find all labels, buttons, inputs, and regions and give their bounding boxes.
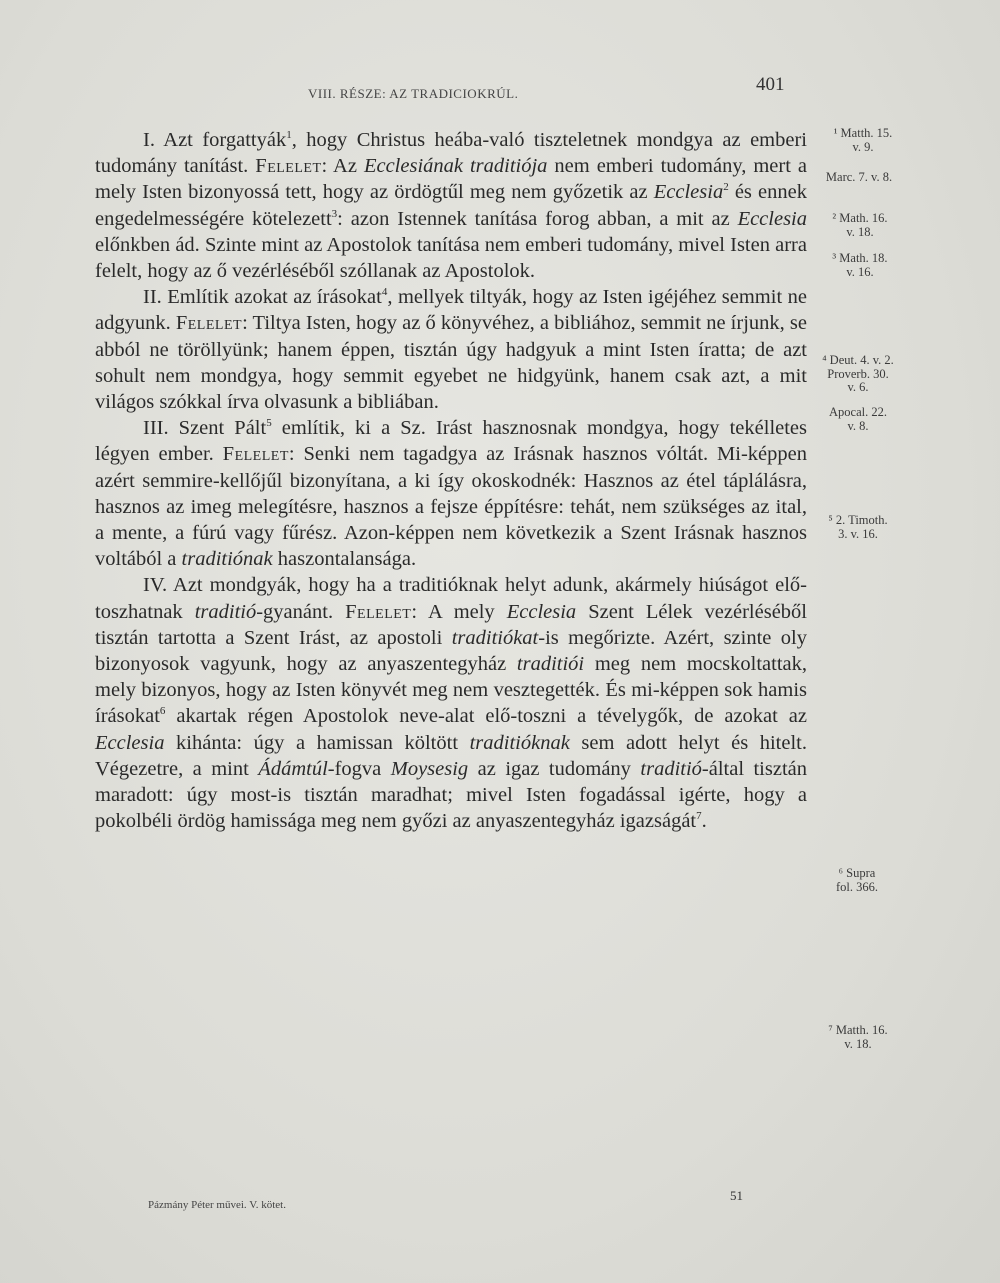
running-title: VIII. RÉSZE: AZ TRADICIOKRÚL. bbox=[308, 86, 519, 101]
paragraph-IV bbox=[95, 572, 807, 834]
text-run: : azon Istennek tanítása forog abban, a mit az bbox=[337, 207, 738, 230]
signature-mark: 51 bbox=[730, 1188, 743, 1203]
margin-note-line: v. 18. bbox=[846, 224, 874, 239]
text-run: említik, ki a Sz. Irást hasznosnak mondgya, hogy tekélletes légyen ember. bbox=[95, 417, 808, 466]
text-run: -is megőrizte. Azért, szinte oly bizonyosok vagyunk, hogy az anyaszentegyház bbox=[95, 626, 807, 676]
text-run: II. Említik azokat az írásokat bbox=[143, 286, 382, 309]
italic-term: Ecclesia bbox=[737, 207, 808, 230]
text-run: . bbox=[701, 810, 707, 833]
felelet-label: Felelet bbox=[345, 600, 412, 623]
italic-term: Ádámtúl bbox=[258, 757, 328, 780]
text-run: sem adott helyt és hitelt. Végezetre, a mint bbox=[95, 731, 807, 780]
margin-note-line: ⁵ 2. Timoth. bbox=[828, 513, 888, 527]
margin-note-line: ⁴ Deut. 4. v. 2. bbox=[822, 353, 894, 367]
main-text bbox=[95, 127, 807, 834]
italic-term: Ecclesia bbox=[95, 731, 165, 754]
text-run: : Senki nem tagadgya az Irásnak hasznos vóltát. Mi-képpen azért semmire-kellőjűl bizonyítana, a ki így okoskodnék: Hasznos az étel táplálásra, hasznos az imeg melegítésre, hasznos a fejsze éppítésre: tehát, nem szükséges az ital, a mente, a fúrú vagy fűrész. Azon-képpen nem következik a Szent Irásnak hasznos voltából a bbox=[95, 443, 807, 571]
margin-note-line: ⁶ Supra bbox=[838, 866, 876, 880]
margin-note-line: v. 6. bbox=[847, 380, 869, 394]
margin-note-2 bbox=[810, 212, 910, 239]
margin-note-6 bbox=[812, 867, 902, 894]
italic-term: traditiónak bbox=[181, 548, 273, 571]
text-run: és ennek engedelmességére kötelezett bbox=[95, 181, 807, 230]
footnote-marker: 5 bbox=[266, 417, 272, 430]
margin-note-line: Marc. 7. v. 8. bbox=[825, 170, 893, 184]
text-run: -által tisztán maradott: úgy most-is tisztán maradhat; mivel Isten fogadással igérte, hogy a pokolbéli ördög hamissága meg nem győzi az anyaszentegyház igazságát bbox=[95, 757, 807, 833]
margin-note-line: v. 18. bbox=[844, 1036, 872, 1051]
paragraph-III bbox=[95, 415, 807, 572]
felelet-label: Felelet bbox=[255, 155, 322, 178]
text-run: , mellyek tiltyák, hogy az Isten igéjéhez semmit ne adgyunk. bbox=[95, 286, 807, 335]
text-run: IV. Azt mondgyák, hogy ha a traditióknak helyt adunk, akármely hiúságot elő-toszhatnak bbox=[95, 574, 807, 623]
italic-term: traditióknak bbox=[469, 731, 570, 754]
italic-term: traditiókat bbox=[451, 626, 539, 649]
text-run: kihánta: úgy a hamissan költött bbox=[164, 731, 470, 754]
margin-note-1b bbox=[804, 171, 914, 185]
margin-note-1 bbox=[818, 127, 908, 154]
italic-term: Ecclesiának traditiója bbox=[363, 155, 548, 178]
footnote-marker: 3 bbox=[331, 207, 338, 220]
italic-term: traditió bbox=[194, 600, 257, 623]
margin-note-line: ³ Math. 18. bbox=[832, 251, 888, 265]
margin-note-line: fol. 366. bbox=[835, 879, 878, 894]
text-run: előnkben ád. Szinte mint az Apostolok tanítása nem emberi tudomány, mivel Isten arra felelt, hogy az ő vezérléséből szóllanak az Apostolok. bbox=[95, 233, 807, 283]
felelet-label: Felelet bbox=[222, 443, 289, 466]
text-run: nem emberi tudomány, mert a mely Isten bizonyossá tett, hogy az ördögtűl meg nem győzetik az bbox=[95, 155, 808, 204]
text-run: : Az bbox=[321, 155, 364, 178]
text-run: az igaz tudomány bbox=[468, 757, 641, 780]
text-run: akartak régen Apostolok neve-alat elő-toszni a tévelygők, de azokat az bbox=[165, 705, 807, 728]
italic-term: Moysesig bbox=[390, 757, 469, 780]
margin-note-line: v. 8. bbox=[847, 418, 869, 433]
margin-note-line: ⁷ Matth. 16. bbox=[828, 1023, 888, 1037]
margin-note-3 bbox=[810, 252, 910, 279]
text-run: -fogva bbox=[327, 757, 391, 780]
footnote-marker: 1 bbox=[286, 129, 292, 141]
text-run: I. Azt forgattyák bbox=[143, 129, 287, 151]
text-run: III. Szent Pált bbox=[143, 417, 267, 440]
italic-term: traditió bbox=[640, 757, 702, 780]
text-run: : Tiltya Isten, hogy az ő könyvéhez, a bibliához, semmit ne írjunk, se abból ne töröllyünk; hanem éppen, tisztán úgy hadgyuk a mint Isten íratta; de azt sohult nem mondgya, hogy semmit egyebet ne hidgyünk, hanem csak azt, a mit világos szókkal írva olvasunk a bibliában. bbox=[95, 312, 807, 414]
margin-note-4 bbox=[806, 354, 910, 395]
margin-note-line: 3. v. 16. bbox=[838, 526, 878, 541]
footnote-marker: 4 bbox=[381, 286, 388, 299]
italic-term: Ecclesia bbox=[653, 181, 724, 204]
italic-term: traditiói bbox=[516, 653, 585, 676]
footnote-marker: 2 bbox=[723, 181, 729, 194]
margin-note-line: Apocal. 22. bbox=[829, 405, 887, 419]
margin-note-line: ¹ Matth. 15. bbox=[833, 126, 893, 140]
text-run: haszontalansága. bbox=[272, 548, 417, 571]
margin-note-7 bbox=[806, 1024, 910, 1051]
margin-note-line: Proverb. 30. bbox=[827, 366, 889, 381]
page-number: 401 bbox=[756, 74, 785, 95]
margin-note-5 bbox=[808, 514, 908, 541]
felelet-label: Felelet bbox=[175, 312, 243, 335]
margin-note-line: v. 9. bbox=[852, 139, 874, 154]
text-run: Szent Lélek vezérléséből tisztán tartotta a Szent Irást, az apostoli bbox=[95, 600, 807, 649]
paragraph-I bbox=[95, 127, 807, 284]
italic-term: Ecclesia bbox=[506, 600, 577, 623]
text-run: meg nem mocskoltattak, mely bizonyos, hogy az Isten könyvét meg nem vesztegették. És mi-képpen sok hamis írásokat bbox=[95, 653, 807, 728]
publication-footer: Pázmány Péter művei. V. kötet. bbox=[148, 1199, 286, 1211]
paragraph-II bbox=[95, 284, 807, 415]
text-run: , hogy Christus heába-való tiszteletnek mondgya az emberi tudomány tanítást. bbox=[95, 129, 807, 178]
margin-note-line: ² Math. 16. bbox=[832, 211, 888, 225]
margin-note-line: v. 16. bbox=[846, 264, 874, 279]
text-run: -gyanánt. bbox=[256, 600, 346, 623]
text-run: : A mely bbox=[411, 600, 507, 623]
margin-note-4b bbox=[808, 406, 908, 433]
footnote-marker: 7 bbox=[696, 810, 702, 823]
footnote-marker: 6 bbox=[159, 705, 166, 718]
